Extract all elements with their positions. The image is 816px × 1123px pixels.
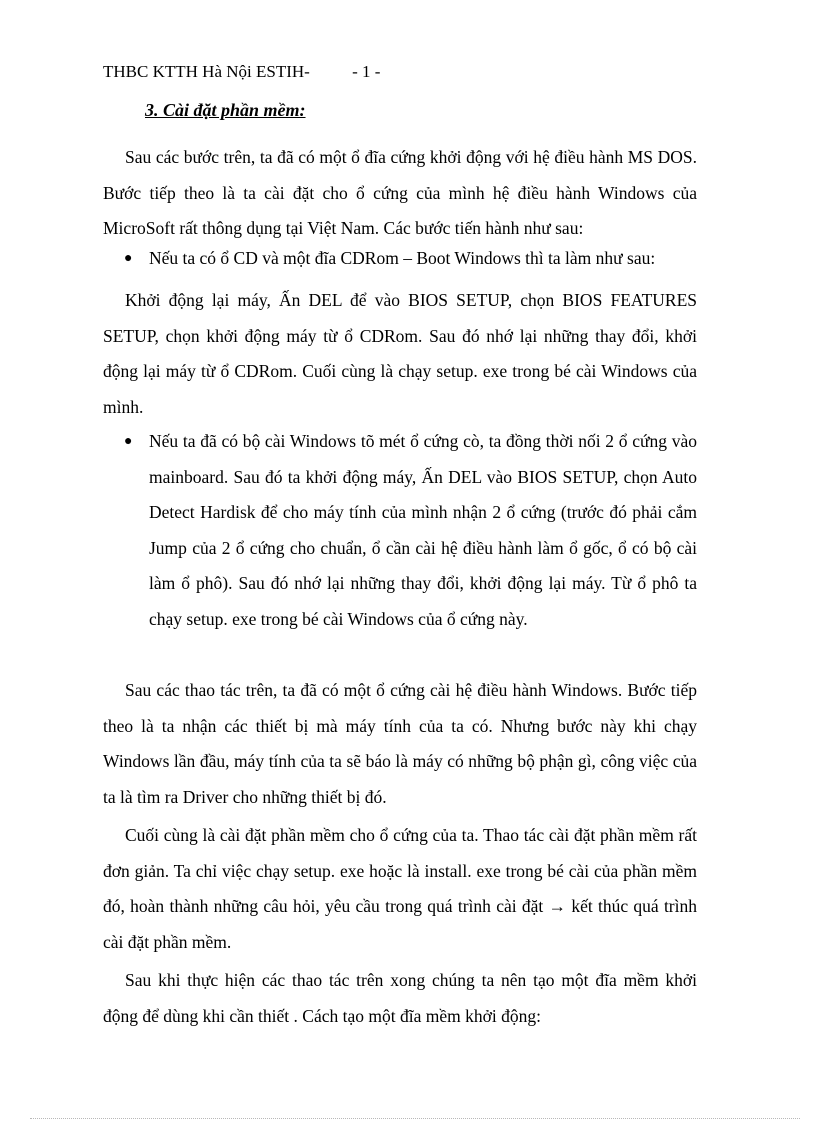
section-title: 3. Cài đặt phần mềm:: [145, 100, 306, 120]
cdrom-steps-paragraph: Khởi động lại máy, Ấn DEL để vào BIOS SETUP, chọn BIOS FEATURES SETUP, chọn khởi động máy từ ổ CDRom. Sau đó nhớ lại những thay đổi, khởi động lại máy từ ổ CDRom. Cuối cùng là chạy setup. exe trong bé cài Windows của mình.: [103, 290, 697, 417]
intro-paragraph: Sau các bước trên, ta đã có một ổ đĩa cứng khởi động với hệ điều hành MS DOS. Bước tiếp theo là ta cài đặt cho ổ cứng của mình hệ điều hành Windows của MicroSoft rất thông dụng tại Việt Nam. Các bước tiến hành như sau:: [103, 147, 697, 238]
footer-rule: [30, 1118, 800, 1119]
bullet-dot-icon: ●: [124, 251, 133, 266]
software-paragraph: Cuối cùng là cài đặt phần mềm cho ổ cứng của ta. Thao tác cài đặt phần mềm rất đơn giản. Ta chỉ việc chạy setup. exe hoặc là install. exe trong bé cài của phần mềm đó, hoàn thành những câu hỏi, yêu cầu trong quá trình cài đặt → kết thúc quá trình cài đặt phần mềm.: [103, 825, 697, 952]
bullet-item-cd-text: Nếu ta có ổ CD và một đĩa CDRom – Boot Windows thì ta làm như sau:: [149, 248, 656, 268]
bullet-dot-icon: ●: [124, 434, 133, 449]
page-number: - 1 -: [352, 62, 381, 81]
header-org: THBC KTTH Hà Nội ESTIH-: [103, 62, 310, 81]
bullet-item-harddisk-text: Nếu ta đã có bộ cài Windows tõ mét ổ cứng cò, ta đồng thời nối 2 ổ cứng vào mainboard. Sau đó ta khởi động máy, Ấn DEL vào BIOS SETUP, chọn Auto Detect Hardisk để cho máy tính của mình nhận 2 ổ cứng (trước đó phải cắm Jump của 2 ổ cứng cho chuẩn, ổ cần cài hệ điều hành làm ổ gốc, ổ có bộ cài làm ổ phô). Sau đó nhớ lại những thay đổi, khởi động lại máy. Từ ổ phô ta chạy setup. exe trong bé cài Windows của ổ cứng này.: [149, 431, 697, 629]
bootdisk-paragraph: Sau khi thực hiện các thao tác trên xong chúng ta nên tạo một đĩa mềm khởi động để dùng khi cần thiết . Cách tạo một đĩa mềm khởi động:: [103, 970, 697, 1026]
drivers-paragraph: Sau các thao tác trên, ta đã có một ổ cứng cài hệ điều hành Windows. Bước tiếp theo là ta nhận các thiết bị mà máy tính của ta có. Nhưng bước này khi chạy Windows lần đầu, máy tính của ta sẽ báo là máy có những bộ phận gì, công việc của ta là tìm ra Driver cho những thiết bị đó.: [103, 680, 697, 807]
bullet-item-harddisk: [124, 424, 697, 637]
page-header: [103, 62, 380, 82]
bullet-item-cd: [124, 241, 697, 277]
